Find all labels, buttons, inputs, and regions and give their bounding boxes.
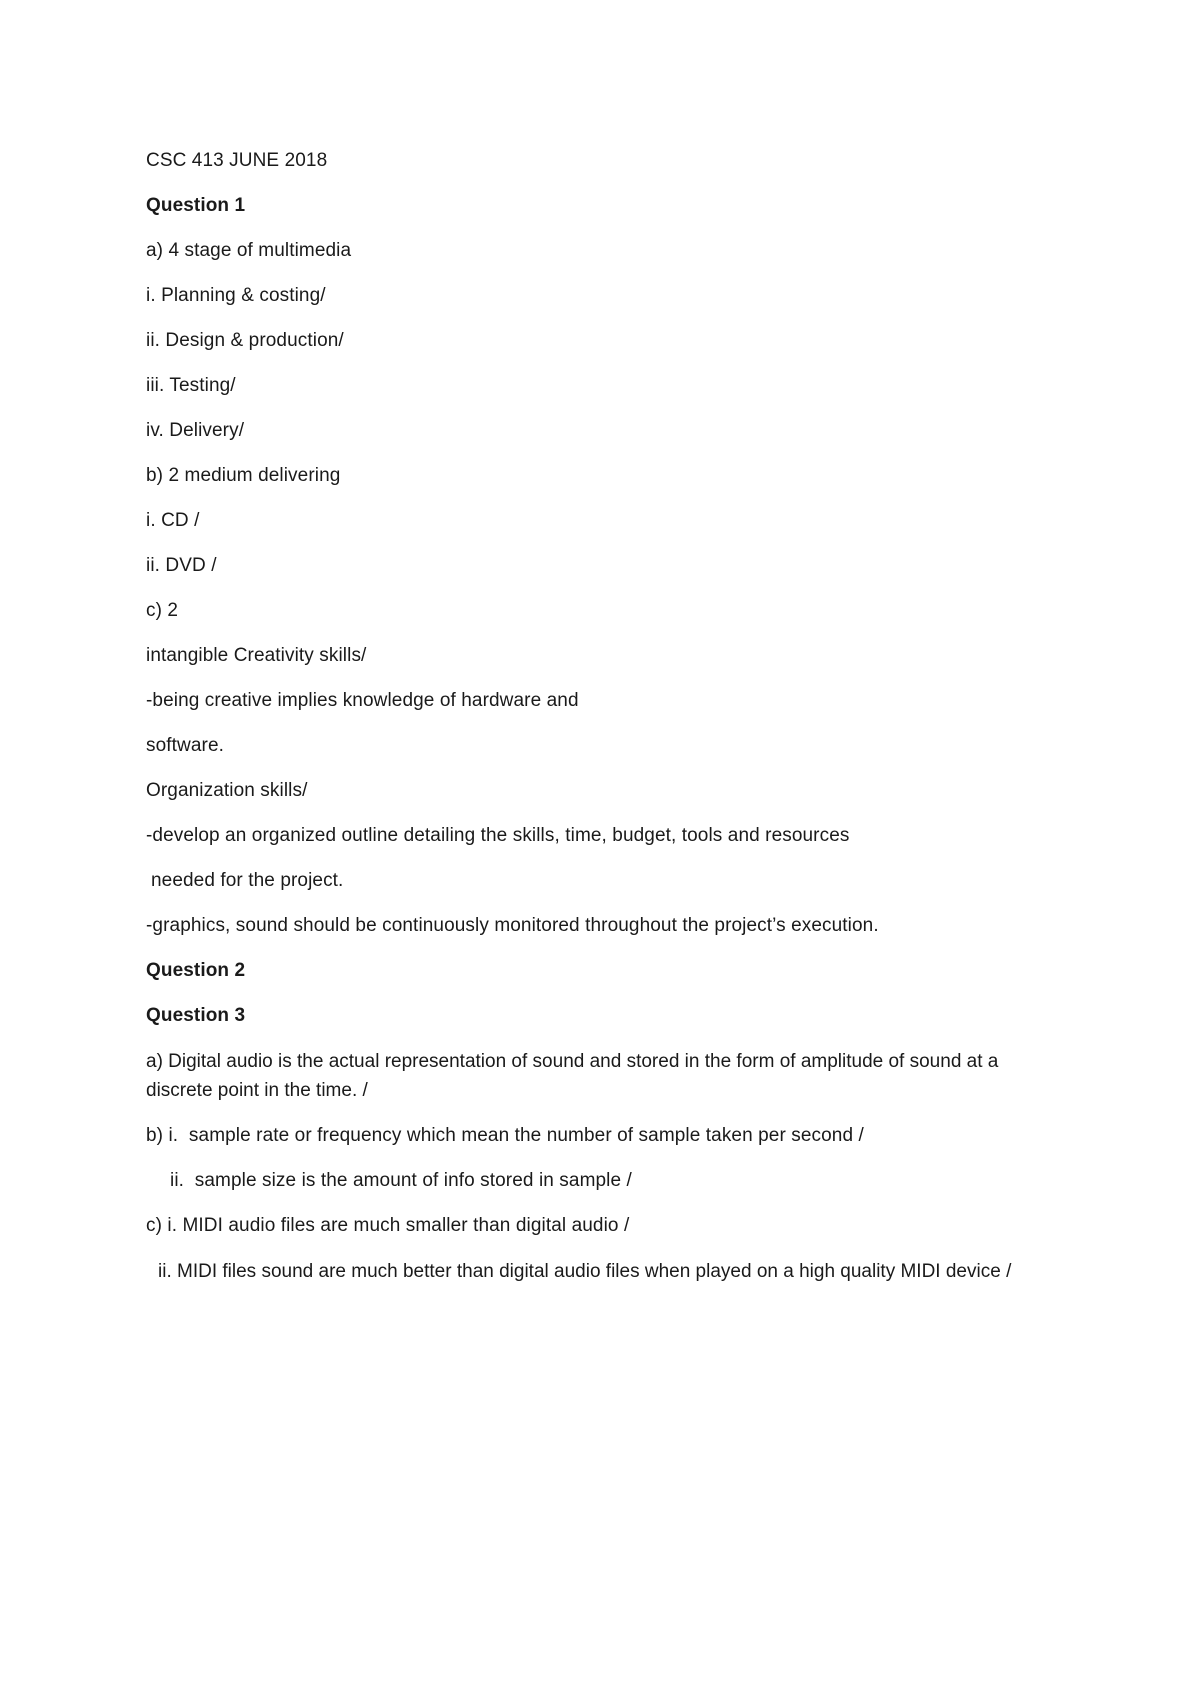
document-content bbox=[146, 147, 1086, 1303]
q1-a-item: iii. Testing/ bbox=[146, 375, 236, 396]
question-3-title: Question 3 bbox=[146, 1005, 246, 1026]
q1-c-line: -graphics, sound should be continuously monitored throughout the project’s execution. bbox=[146, 915, 879, 936]
q1-c-line: Organization skills/ bbox=[146, 780, 308, 801]
q1-a-heading: a) 4 stage of multimedia bbox=[146, 240, 352, 261]
q1-a-item: iv. Delivery/ bbox=[146, 420, 245, 441]
q1-c-line: software. bbox=[146, 735, 224, 756]
q1-a-item: ii. Design & production/ bbox=[146, 330, 344, 351]
question-2-title: Question 2 bbox=[146, 960, 246, 981]
q3-c-line: c) i. MIDI audio files are much smaller than digital audio / bbox=[146, 1215, 630, 1236]
q1-c-line: needed for the project. bbox=[151, 870, 344, 891]
q1-a-item: i. Planning & costing/ bbox=[146, 285, 326, 306]
q1-c-line: intangible Creativity skills/ bbox=[146, 645, 367, 666]
q1-b-heading: b) 2 medium delivering bbox=[146, 465, 341, 486]
q1-b-item: ii. DVD / bbox=[146, 555, 217, 576]
document-header: CSC 413 JUNE 2018 bbox=[146, 150, 328, 171]
q1-b-item: i. CD / bbox=[146, 510, 200, 531]
q3-b-line: ii. sample size is the amount of info stored in sample / bbox=[170, 1170, 632, 1191]
question-1-title: Question 1 bbox=[146, 195, 246, 216]
q3-b-line: b) i. sample rate or frequency which mean the number of sample taken per second / bbox=[146, 1125, 864, 1146]
q1-c-line: -develop an organized outline detailing the skills, time, budget, tools and resources bbox=[146, 825, 850, 846]
q1-c-heading: c) 2 bbox=[146, 600, 179, 621]
q3-a-paragraph: a) Digital audio is the actual representation of sound and stored in the form of amplitude of sound at a discrete point in the time. / bbox=[146, 1051, 999, 1101]
q1-c-line: -being creative implies knowledge of hardware and bbox=[146, 690, 579, 711]
q3-c-line: ii. MIDI files sound are much better than digital audio files when played on a high quality MIDI device / bbox=[158, 1261, 1012, 1282]
